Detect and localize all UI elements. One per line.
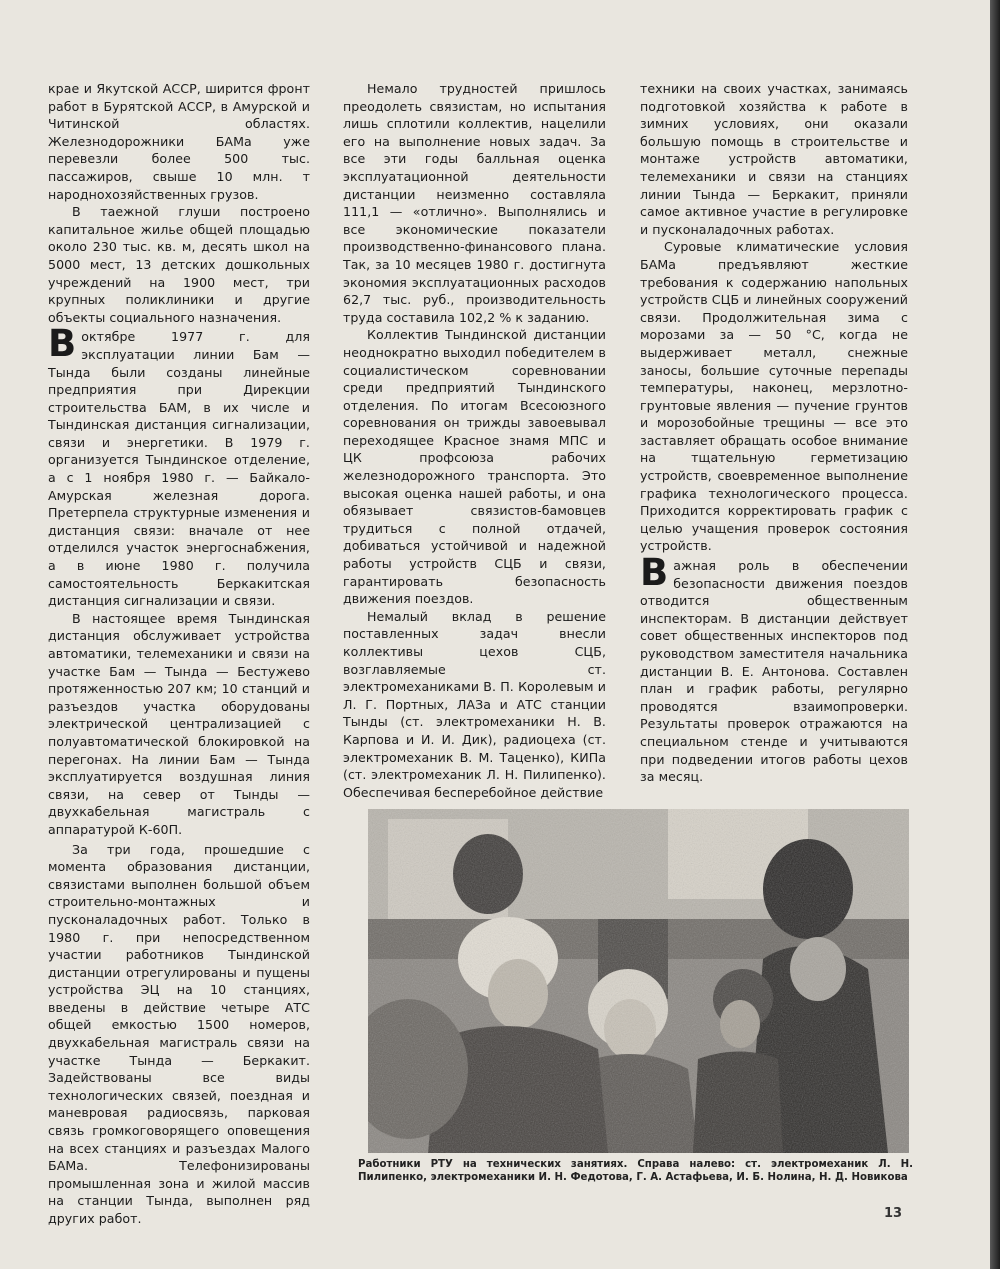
drop-cap: В [640,551,669,595]
photo-illustration [368,809,909,1153]
paragraph-text: ажная роль в обеспечении безопасности движения поездов отводится общественным инспекторам. В дистанции действует совет общественных инспекторов под руководством заместителя начальника дистанции В. Е. Антонова. Составлен план и график работы, регулярно проводятся взаимопроверки. Результаты проверок отражаются на специальном стенде и учитываются при подведении итогов работы цехов за месяц. [640,558,908,785]
paragraph: крае и Якутской АССР, ширится фронт работ в Бурятской АССР, в Амурской и Читинской областях. Железнодорожники БАМа уже перевезли более 500 тыс. пассажиров, свыше 10 млн. т народнохозяйственных грузов. [48,81,310,202]
paragraph: техники на своих участках, занимаясь подготовкой хозяйства к работе в зимних условиях, они оказали большую помощь в строительстве и монтаже устройств автоматики, телемеханики и связи на станциях линии Тында — Беркакит, приняли самое активное участие в регулировке и пусконаладочных работах. [640,81,908,237]
group-photo [368,809,909,1153]
paragraph: В настоящее время Тындинская дистанция обслуживает устройства автоматики, телемеханики и связи на участке Бам — Тында — Бестужево протяженностью 207 км; 10 станций и разъездов участка оборудованы электрической централизацией с полуавтоматической блокировкой на перегонах. На линии Бам — Тында эксплуатируется воздушная линия связи, на север от Тынды — двухкабельная магистраль с аппаратурой К-60П. [48,610,310,837]
paragraph: Немалый вклад в решение поставленных задач внесли коллективы цехов СЦБ, возглавляемые ст. электромеханиками В. П. Королевым и Л. Г. Портных, ЛАЗа и АТС станции Тынды (ст. электромеханики Н. В. Карпова и И. И. Дик), радиоцеха (ст. электромеханик В. М. Таценко), КИПа (ст. электромеханик Л. Н. Пилипенко). Обеспечивая бесперебойное действие [343,608,606,800]
paragraph [48,322,310,610]
paragraph: Коллектив Тындинской дистанции неоднократно выходил победителем в социалистическом соревновании среди предприятий Тындинского отделения. По итогам Всесоюзного соревнования он трижды завоевывал переходящее Красное знамя МПС и ЦК профсоюза рабочих железнодорожного транспорта. Это высокая оценка нашей работы, и она обязывает связистов-бамовцев трудиться с полной отдачей, добиваться устойчивой и надежной работы устройств СЦБ и связи, гарантировать безопасность движения поездов. [343,327,606,607]
paragraph: Суровые климатические условия БАМа предъявляют жесткие требования к содержанию напольных устройств СЦБ и линейных сооружений связи. Продолжительная зима с морозами за — 50 °С, когда не выдерживает металл, снежные заносы, большие суточные перепады температуры, наконец, мерзлотно-грунтовые явления — пучение грунтов и морозобойные трещины — все это заставляет обращать особое внимание на тщательную герметизацию устройств, своевременное выполнение графика технологического процесса. Приходится корректировать график с целью учащения проверок состояния устройств. [640,239,908,554]
text-column-3 [640,80,908,786]
text-column-1 [48,80,310,1228]
paragraph [640,551,908,786]
photo-caption: Работники РТУ на технических занятиях. Справа налево: ст. электромеханик Л. Н. Пилипенко, электромеханики И. Н. Федотова, Г. А. Астафьева, И. Б. Нолина, Н. Д. Новикова [358,1159,913,1184]
paragraph: За три года, прошедшие с момента образования дистанции, связистами выполнен большой объем строительно-монтажных и пусконаладочных работ. Только в 1980 г. при непосредственном участии работников Тындинской дистанции отрегулированы и пущены устройства ЭЦ на 10 станциях, введены в действие четыре АТС общей емкостью 1500 номеров, двухкабельная магистраль связи на участке Тында — Беркакит. Задействованы все виды технологических связей, поездная и маневровая радиосвязь, парковая связь громкоговорящего оповещения на всех станциях и разъездах Малого БАМа. Телефонизированы промышленная зона и жилой массив на станции Тында, выполнен ряд других работ. [48,841,310,1226]
page-edge-shadow [990,0,1000,1269]
drop-cap: В [48,322,77,366]
paragraph: В таежной глуши построено капитальное жилье общей площадью около 230 тыс. кв. м, десять школ на 5000 мест, 13 детских дошкольных учреждений на 1900 мест, три крупных поликлиники и другие объекты социального назначения. [48,204,310,325]
paragraph-text: октябре 1977 г. для эксплуатации линии Бам — Тында были созданы линейные предприятия при Дирекции строительства БАМ, в их числе и Тындинская дистанция сигнализации, связи и энергетики. В 1979 г. организуется Тындинское отделение, а с 1 ноября 1980 г. — Байкало-Амурская железная дорога. Претерпела структурные изменения и дистанция связи: вначале от нее отделился участок энергоснабжения, а в июне 1980 г. получила самостоятельность Беркакитская дистанция сигнализации и связи. [48,329,310,609]
paragraph: Немало трудностей пришлось преодолеть связистам, но испытания лишь сплотили коллектив, нацелили его на выполнение новых задач. За все эти годы балльная оценка эксплуатационной деятельности дистанции неизменно составляла 111,1 — «отлично». Выполнялись и все экономические показатели производственно-финансового плана. Так, за 10 месяцев 1980 г. достигнута экономия эксплуатационных расходов 62,7 тыс. руб., производительность труда составила 102,2 % к заданию. [343,81,606,325]
text-column-2 [343,80,606,801]
page-number: 13 [884,1206,903,1221]
